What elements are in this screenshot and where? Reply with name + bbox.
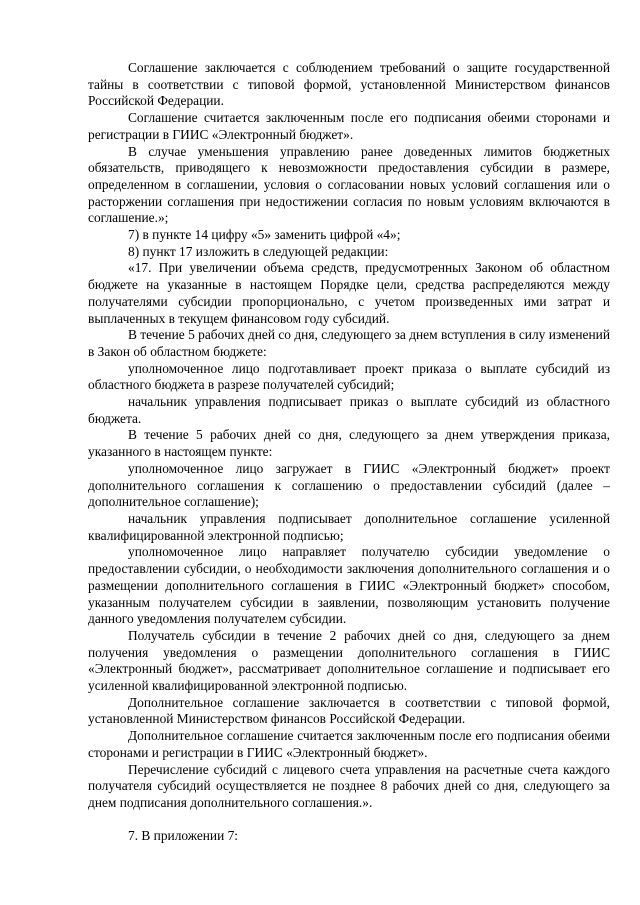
paragraph-upload-agreement: уполномоченное лицо загружает в ГИИС «Электронный бюджет» проект дополнительного соглашения к соглашению о предоставлении субсидий (далее – дополнительное соглашение);	[88, 460, 610, 510]
paragraph-notification: уполномоченное лицо направляет получателю субсидии уведомление о предоставлении субсидии, о необходимости заключения дополнительного соглашения и о размещении дополнительного соглашения в ГИИС «Электронный бюджет» способом, указанным получателем субсидии в заявлении, позволяющим установить получение данного уведомления получателем субсидии.	[88, 544, 610, 627]
paragraph-transfer: Перечисление субсидий с лицевого счета управления на расчетные счета каждого получателя субсидий осуществляется не позднее 8 рабочих дней со дня, следующего за днем подписания дополнительного соглашения.».	[88, 761, 610, 810]
paragraph-recipient-signs: Получатель субсидии в течение 2 рабочих дней со дня, следующего за днем получения уведомления о размещении дополнительного соглашения в ГИИС «Электронный бюджет», рассматривает дополнительное соглашение и подписывает его усиленной квалифицированной электронной подписью.	[88, 627, 610, 694]
paragraph-order-approval: В течение 5 рабочих дней со дня, следующего за днем утверждения приказа, указанного в настоящем пункте:	[88, 427, 610, 460]
paragraph-prepare-order: уполномоченное лицо подготавливает проект приказа о выплате субсидий из областного бюджета в разрезе получателей субсидий;	[88, 360, 610, 393]
document-page	[88, 60, 610, 844]
paragraph-sign-agreement: начальник управления подписывает дополнительное соглашение усиленной квалифицированной электронной подписью;	[88, 510, 610, 543]
paragraph-sign-order: начальник управления подписывает приказ о выплате субсидий из областного бюджета.	[88, 394, 610, 426]
paragraph-limits-reduction: В случае уменьшения управлению ранее доведенных лимитов бюджетных обязательств, приводящего к невозможности предоставления субсидии в размере, определенном в соглашении, условия о согласовании новых условий соглашения или о расторжении соглашения при недостижении согласия по новым условиям включаются в соглашение.»;	[88, 143, 610, 226]
paragraph-appendix-7: 7. В приложении 7:	[128, 827, 239, 843]
paragraph-standard-form: Дополнительное соглашение заключается в соответствии с типовой формой, установленной Министерством финансов Российской Федерации.	[88, 694, 610, 727]
paragraph-secrecy: Соглашение заключается с соблюдением требований о защите государственной тайны в соответствии с типовой формой, установленной Министерством финансов Российской Федерации.	[88, 60, 610, 109]
paragraph-agreement-concluded: Дополнительное соглашение считается заключенным после его подписания обеими сторонами и регистрации в ГИИС «Электронный бюджет».	[88, 728, 610, 760]
paragraph-clause-17: «17. При увеличении объема средств, предусмотренных Законом об областном бюджете на указанные в настоящем Порядке цели, средства распределяются между получателями субсидии пропорционально, с учетом произведенных ими затрат и выплаченных в текущем финансовом году субсидий.	[88, 260, 610, 326]
paragraph-item-8: 8) пункт 17 изложить в следующей редакции:	[128, 243, 389, 259]
paragraph-law-changes: В течение 5 рабочих дней со дня, следующего за днем вступления в силу изменений в Закон об областном бюджете:	[88, 327, 610, 359]
paragraph-item-7: 7) в пункте 14 цифру «5» заменить цифрой «4»;	[128, 227, 401, 243]
paragraph-registration: Соглашение считается заключенным после его подписания обеими сторонами и регистрации в ГИИС «Электронный бюджет».	[88, 110, 610, 142]
